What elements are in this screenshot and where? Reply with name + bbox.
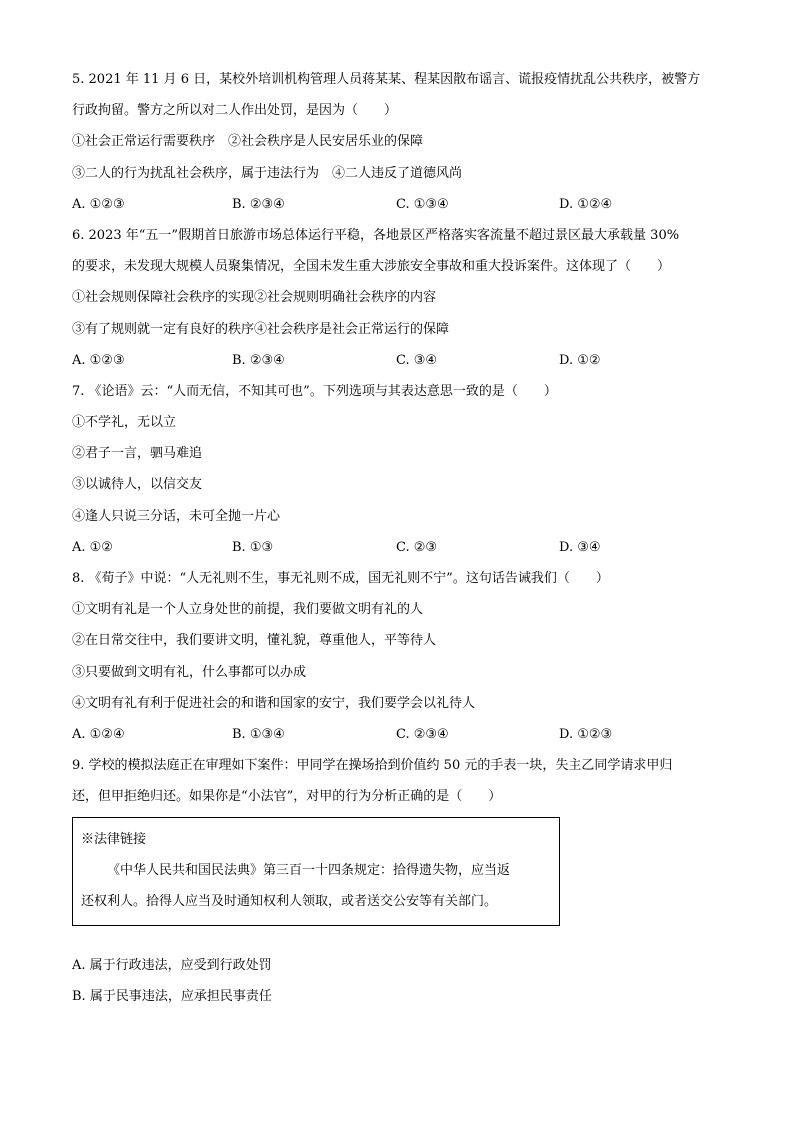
option-c[interactable]: C. ②③④ xyxy=(396,726,449,742)
question-5-statement-2: ③二人的行为扰乱社会秩序，属于违法行为 ④二人违反了道德风尚 xyxy=(72,165,463,181)
option-c[interactable]: C. ①③④ xyxy=(396,196,449,212)
question-5-stem-line2: 行政拘留。警方之所以对二人作出处罚，是因为（ ） xyxy=(72,103,398,119)
question-9 xyxy=(72,750,732,1012)
law-link-box xyxy=(72,817,560,926)
question-7-options xyxy=(72,532,732,563)
option-b[interactable]: B. ②③④ xyxy=(232,196,285,212)
question-8-stem: 8. 《荀子》中说：“人无礼则不生，事无礼则不成，国无礼则不宁”。这句话告诫我们（ ） xyxy=(72,571,609,586)
option-d[interactable]: D. ①②③ xyxy=(559,726,613,742)
option-c[interactable]: C. ②③ xyxy=(396,539,438,555)
option-b[interactable]: B. ①③ xyxy=(232,539,274,555)
question-7-statement-1: ①不学礼，无以立 xyxy=(72,415,177,431)
law-link-text-line2: 还权利人。拾得人应当及时通知权利人领取，或者送交公安等有关部门。 xyxy=(81,893,498,909)
option-d[interactable]: D. ①② xyxy=(559,352,601,368)
question-6-stem-line1: 6. 2023 年“五一”假期首日旅游市场总体运行平稳，各地景区严格落实客流量不超过景区最大承载量 30% xyxy=(72,227,680,243)
question-6-stem-line2: 的要求，未发现大规模人员聚集情况，全国未发生重大涉旅安全事故和重大投诉案件。这体现了（ ） xyxy=(72,259,671,275)
question-8-statement-4: ④文明有礼有利于促进社会的和谐和国家的安宁，我们要学会以礼待人 xyxy=(72,695,476,711)
option-d[interactable]: D. ①②④ xyxy=(559,196,613,212)
question-7-statement-2: ②君子一言，驷马难追 xyxy=(72,446,203,462)
question-5-stem-line1: 5. 2021 年 11 月 6 日，某校外培训机构管理人员蒋某某、程某因散布谣言、谎报疫情扰乱公共秩序，被警方 xyxy=(72,72,701,87)
question-8-options xyxy=(72,719,732,750)
option-b[interactable]: B. ②③④ xyxy=(232,352,285,368)
option-b[interactable]: B. ①③④ xyxy=(232,726,285,742)
question-6-options xyxy=(72,345,732,376)
question-9-stem-line2: 还，但甲拒绝归还。如果你是“小法官”，对甲的行为分析正确的是（ ） xyxy=(72,789,502,805)
law-link-title: ※法律链接 xyxy=(81,831,147,847)
question-5-options xyxy=(72,189,732,220)
option-b[interactable]: B. 属于民事违法，应承担民事责任 xyxy=(72,988,272,1004)
option-a[interactable]: A. 属于行政违法，应受到行政处罚 xyxy=(72,957,272,973)
question-5 xyxy=(72,64,732,220)
law-link-text-line1: 《中华人民共和国民法典》第三百一十四条规定：拾得遗失物，应当返 xyxy=(107,862,511,878)
option-d[interactable]: D. ③④ xyxy=(559,539,601,555)
question-8-statement-3: ③只要做到文明有礼，什么事都可以办成 xyxy=(72,664,307,680)
question-5-statement-1: ①社会正常运行需要秩序 ②社会秩序是人民安居乐业的保障 xyxy=(72,134,424,150)
question-6-statement-1: ①社会规则保障社会秩序的实现②社会规则明确社会秩序的内容 xyxy=(72,290,437,306)
question-6-statement-2: ③有了规则就一定有良好的秩序④社会秩序是社会正常运行的保障 xyxy=(72,321,450,337)
question-9-stem-line1: 9. 学校的模拟法庭正在审理如下案件：甲同学在操场拾到价值约 50 元的手表一块，失主乙同学请求甲归 xyxy=(72,758,673,774)
option-a[interactable]: A. ①②④ xyxy=(72,726,125,742)
question-7-statement-3: ③以诚待人，以信交友 xyxy=(72,477,203,493)
question-8-statement-1: ①文明有礼是一个人立身处世的前提，我们要做文明有礼的人 xyxy=(72,602,424,618)
option-a[interactable]: A. ①② xyxy=(72,539,113,555)
question-8-statement-2: ②在日常交往中，我们要讲文明，懂礼貌，尊重他人，平等待人 xyxy=(72,633,437,649)
option-a[interactable]: A. ①②③ xyxy=(72,352,125,368)
question-6 xyxy=(72,220,732,376)
exam-page xyxy=(72,64,732,1012)
question-7 xyxy=(72,376,732,563)
question-7-statement-4: ④逢人只说三分话，未可全抛一片心 xyxy=(72,508,281,524)
option-c[interactable]: C. ③④ xyxy=(396,352,438,368)
question-8 xyxy=(72,563,732,750)
option-a[interactable]: A. ①②③ xyxy=(72,196,125,212)
question-7-stem: 7. 《论语》云：“人而无信，不知其可也”。下列选项与其表达意思一致的是（ ） xyxy=(72,383,557,399)
